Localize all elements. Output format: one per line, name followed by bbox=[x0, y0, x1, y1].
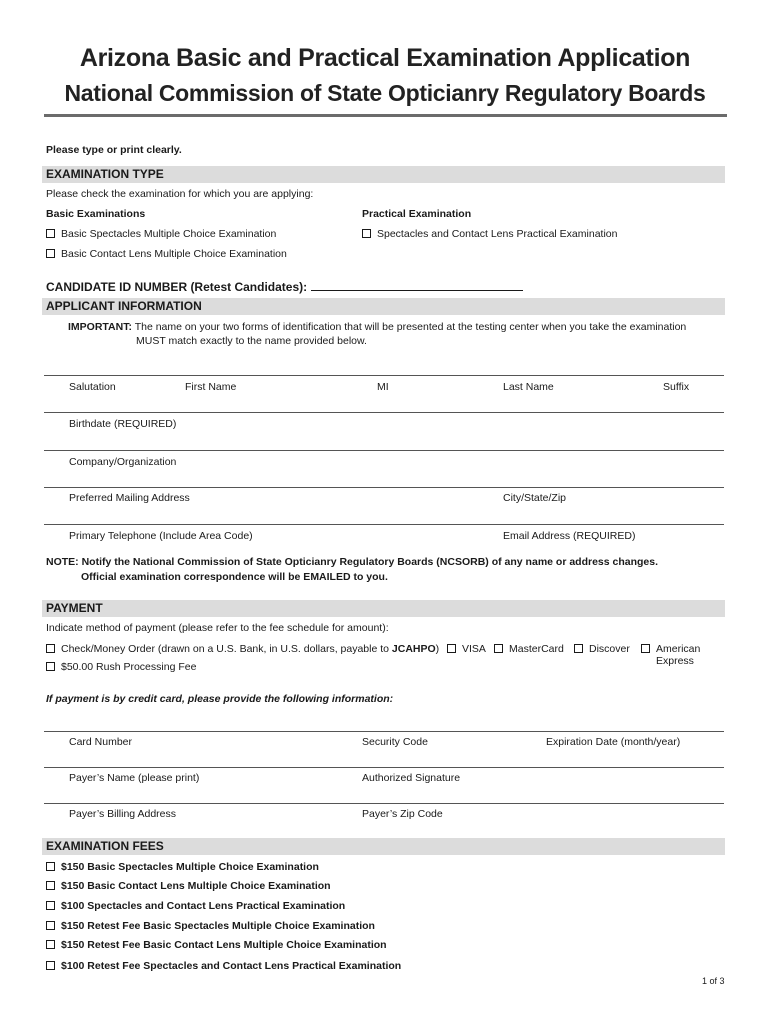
checkbox[interactable] bbox=[46, 249, 55, 258]
section-exam-fees: EXAMINATION FEES bbox=[42, 838, 725, 855]
city-state-zip-field[interactable]: City/State/Zip bbox=[503, 492, 567, 504]
billing-address-field[interactable]: Payer’s Billing Address bbox=[69, 808, 176, 820]
checkbox[interactable] bbox=[46, 901, 55, 910]
section-payment: PAYMENT bbox=[42, 600, 725, 617]
form-line bbox=[44, 487, 724, 488]
last-name-field[interactable]: Last Name bbox=[503, 381, 554, 393]
basic-exams-heading: Basic Examinations bbox=[46, 208, 146, 220]
note-text-cont: Official examination correspondence will be EMAILED to you. bbox=[81, 571, 388, 583]
visa-option[interactable]: VISA bbox=[447, 643, 486, 655]
fee-item[interactable]: $150 Retest Fee Basic Contact Lens Multiple Choice Examination bbox=[46, 939, 387, 951]
checkbox[interactable] bbox=[46, 961, 55, 970]
note-text: NOTE: Notify the National Commission of State Opticianry Regulatory Boards (NCSORB) of any name or address changes. bbox=[46, 556, 659, 568]
rush-fee-option[interactable]: $50.00 Rush Processing Fee bbox=[46, 661, 196, 673]
form-title: Arizona Basic and Practical Examination Application bbox=[79, 44, 691, 72]
candidate-id-input-line[interactable] bbox=[311, 280, 523, 291]
company-field[interactable]: Company/Organization bbox=[69, 456, 177, 468]
form-subtitle: National Commission of State Opticianry Regulatory Boards bbox=[64, 80, 706, 106]
form-line bbox=[44, 767, 724, 768]
form-line bbox=[44, 412, 724, 413]
page-number: 1 of 3 bbox=[702, 976, 725, 986]
checkbox[interactable] bbox=[46, 644, 55, 653]
checkbox[interactable] bbox=[447, 644, 456, 653]
important-notice: IMPORTANT: The name on your two forms of identification that will be presented at the testing center when you take the examination bbox=[68, 321, 687, 333]
mailing-address-field[interactable]: Preferred Mailing Address bbox=[69, 492, 190, 504]
intro-text: Please type or print clearly. bbox=[46, 144, 182, 156]
practical-exam-heading: Practical Examination bbox=[362, 208, 472, 220]
form-line bbox=[44, 731, 724, 732]
title-divider bbox=[44, 114, 727, 117]
checkbox[interactable] bbox=[362, 229, 371, 238]
basic-contact-lens-option[interactable]: Basic Contact Lens Multiple Choice Examination bbox=[46, 248, 287, 260]
fee-item[interactable]: $150 Basic Contact Lens Multiple Choice Examination bbox=[46, 880, 331, 892]
amex-label-cont: Express bbox=[656, 655, 694, 667]
mastercard-option[interactable]: MasterCard bbox=[494, 643, 564, 655]
checkbox[interactable] bbox=[641, 644, 650, 653]
phone-field[interactable]: Primary Telephone (Include Area Code) bbox=[69, 530, 253, 542]
candidate-id-field[interactable] bbox=[46, 280, 523, 294]
fee-item[interactable]: $100 Retest Fee Spectacles and Contact Lens Practical Examination bbox=[46, 960, 401, 972]
exam-type-instruction: Please check the examination for which you are applying: bbox=[46, 188, 314, 200]
form-line bbox=[44, 450, 724, 451]
check-money-order-option[interactable]: Check/Money Order (drawn on a U.S. Bank, in U.S. dollars, payable to JCAHPO) bbox=[46, 643, 439, 655]
section-applicant-info: APPLICANT INFORMATION bbox=[42, 298, 725, 315]
practical-exam-option[interactable]: Spectacles and Contact Lens Practical Examination bbox=[362, 228, 617, 240]
fee-item[interactable]: $100 Spectacles and Contact Lens Practical Examination bbox=[46, 900, 345, 912]
payment-instruction: Indicate method of payment (please refer to the fee schedule for amount): bbox=[46, 622, 389, 634]
basic-spectacles-option[interactable]: Basic Spectacles Multiple Choice Examination bbox=[46, 228, 276, 240]
card-number-field[interactable]: Card Number bbox=[69, 736, 133, 748]
checkbox[interactable] bbox=[46, 662, 55, 671]
discover-option[interactable]: Discover bbox=[574, 643, 630, 655]
security-code-field[interactable]: Security Code bbox=[362, 736, 428, 748]
candidate-id-label: CANDIDATE ID NUMBER (Retest Candidates): bbox=[46, 280, 308, 294]
email-field[interactable]: Email Address (REQUIRED) bbox=[503, 530, 636, 542]
amex-option[interactable]: American bbox=[641, 643, 700, 655]
checkbox[interactable] bbox=[46, 940, 55, 949]
form-line bbox=[44, 375, 724, 376]
form-line bbox=[44, 524, 724, 525]
suffix-field[interactable]: Suffix bbox=[663, 381, 690, 393]
section-exam-type: EXAMINATION TYPE bbox=[42, 166, 725, 183]
birthdate-field[interactable]: Birthdate (REQUIRED) bbox=[69, 418, 177, 430]
fee-item[interactable]: $150 Retest Fee Basic Spectacles Multiple Choice Examination bbox=[46, 920, 375, 932]
expiration-date-field[interactable]: Expiration Date (month/year) bbox=[546, 736, 681, 748]
signature-field[interactable]: Authorized Signature bbox=[362, 772, 461, 784]
checkbox[interactable] bbox=[46, 921, 55, 930]
salutation-field[interactable]: Salutation bbox=[69, 381, 116, 393]
first-name-field[interactable]: First Name bbox=[185, 381, 237, 393]
checkbox[interactable] bbox=[46, 862, 55, 871]
form-line bbox=[44, 803, 724, 804]
checkbox[interactable] bbox=[46, 881, 55, 890]
payer-zip-field[interactable]: Payer’s Zip Code bbox=[362, 808, 443, 820]
credit-card-note: If payment is by credit card, please provide the following information: bbox=[46, 693, 394, 705]
checkbox[interactable] bbox=[574, 644, 583, 653]
mi-field[interactable]: MI bbox=[377, 381, 389, 393]
payer-name-field[interactable]: Payer’s Name (please print) bbox=[69, 772, 200, 784]
fee-item[interactable]: $150 Basic Spectacles Multiple Choice Examination bbox=[46, 861, 319, 873]
checkbox[interactable] bbox=[494, 644, 503, 653]
checkbox[interactable] bbox=[46, 229, 55, 238]
important-notice-cont: MUST match exactly to the name provided below. bbox=[136, 335, 367, 347]
